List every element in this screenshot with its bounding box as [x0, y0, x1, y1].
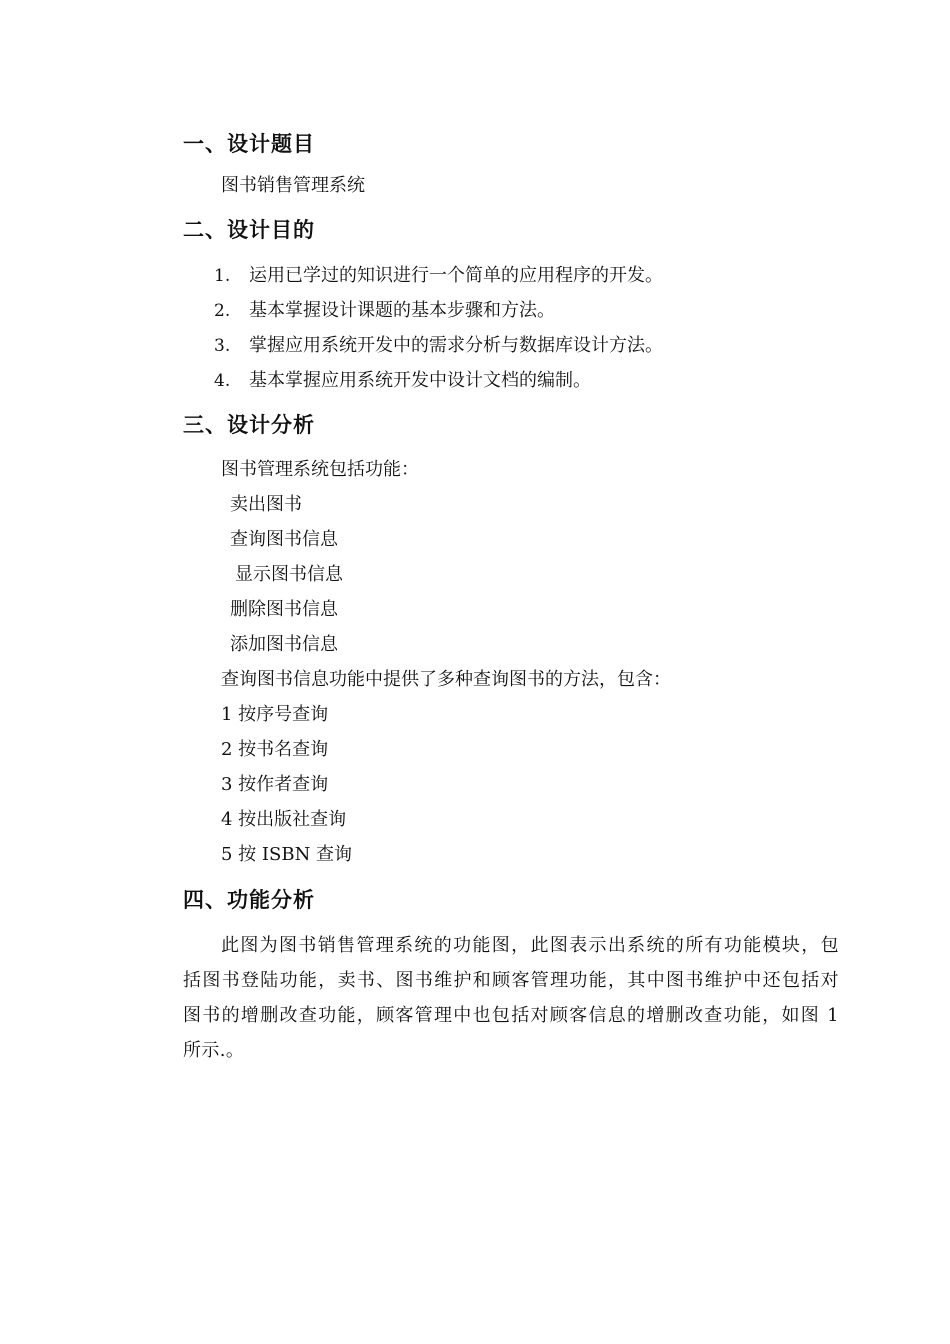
- section-heading-design-purpose: 二、设计目的: [183, 218, 315, 242]
- function-item: 添加图书信息: [230, 634, 338, 655]
- query-method-item: 1 按序号查询: [221, 704, 329, 725]
- query-method-item: 5 按 ISBN 查询: [221, 844, 353, 865]
- purpose-item-number: 1.: [214, 266, 231, 286]
- function-item: 显示图书信息: [235, 564, 343, 585]
- design-topic-text: 图书销售管理系统: [221, 175, 365, 196]
- paragraph-line: 括图书登陆功能，卖书、图书维护和顾客管理功能，其中图书维护中还包括对: [183, 970, 839, 991]
- purpose-item-text: 基本掌握设计课题的基本步骤和方法。: [249, 300, 555, 321]
- paragraph-line: 图书的增删改查功能，顾客管理中也包括对顾客信息的增删改查功能，如图 1: [183, 1005, 839, 1026]
- purpose-item-text: 基本掌握应用系统开发中设计文档的编制。: [249, 370, 591, 391]
- section-heading-function-analysis: 四、功能分析: [183, 888, 315, 912]
- purpose-item-text: 掌握应用系统开发中的需求分析与数据库设计方法。: [249, 335, 663, 356]
- paragraph-line: 此图为图书销售管理系统的功能图，此图表示出系统的所有功能模块，包: [221, 935, 839, 956]
- function-analysis-paragraph: [183, 928, 839, 1068]
- analysis-intro: 图书管理系统包括功能：: [221, 459, 419, 480]
- purpose-item-number: 4.: [214, 371, 231, 391]
- paragraph-line: 所示.。: [183, 1040, 245, 1061]
- function-item: 查询图书信息: [230, 529, 338, 550]
- purpose-item-number: 2.: [214, 301, 231, 321]
- purpose-item-number: 3.: [214, 336, 231, 356]
- query-method-item: 2 按书名查询: [221, 739, 329, 760]
- function-item: 卖出图书: [230, 494, 302, 515]
- purpose-item-text: 运用已学过的知识进行一个简单的应用程序的开发。: [249, 265, 663, 286]
- section-heading-design-analysis: 三、设计分析: [183, 413, 315, 437]
- section-heading-design-topic: 一、设计题目: [183, 132, 315, 156]
- query-method-item: 3 按作者查询: [221, 774, 329, 795]
- function-item: 删除图书信息: [230, 599, 338, 620]
- query-method-item: 4 按出版社查询: [221, 809, 347, 830]
- query-intro: 查询图书信息功能中提供了多种查询图书的方法，包含：: [221, 669, 671, 690]
